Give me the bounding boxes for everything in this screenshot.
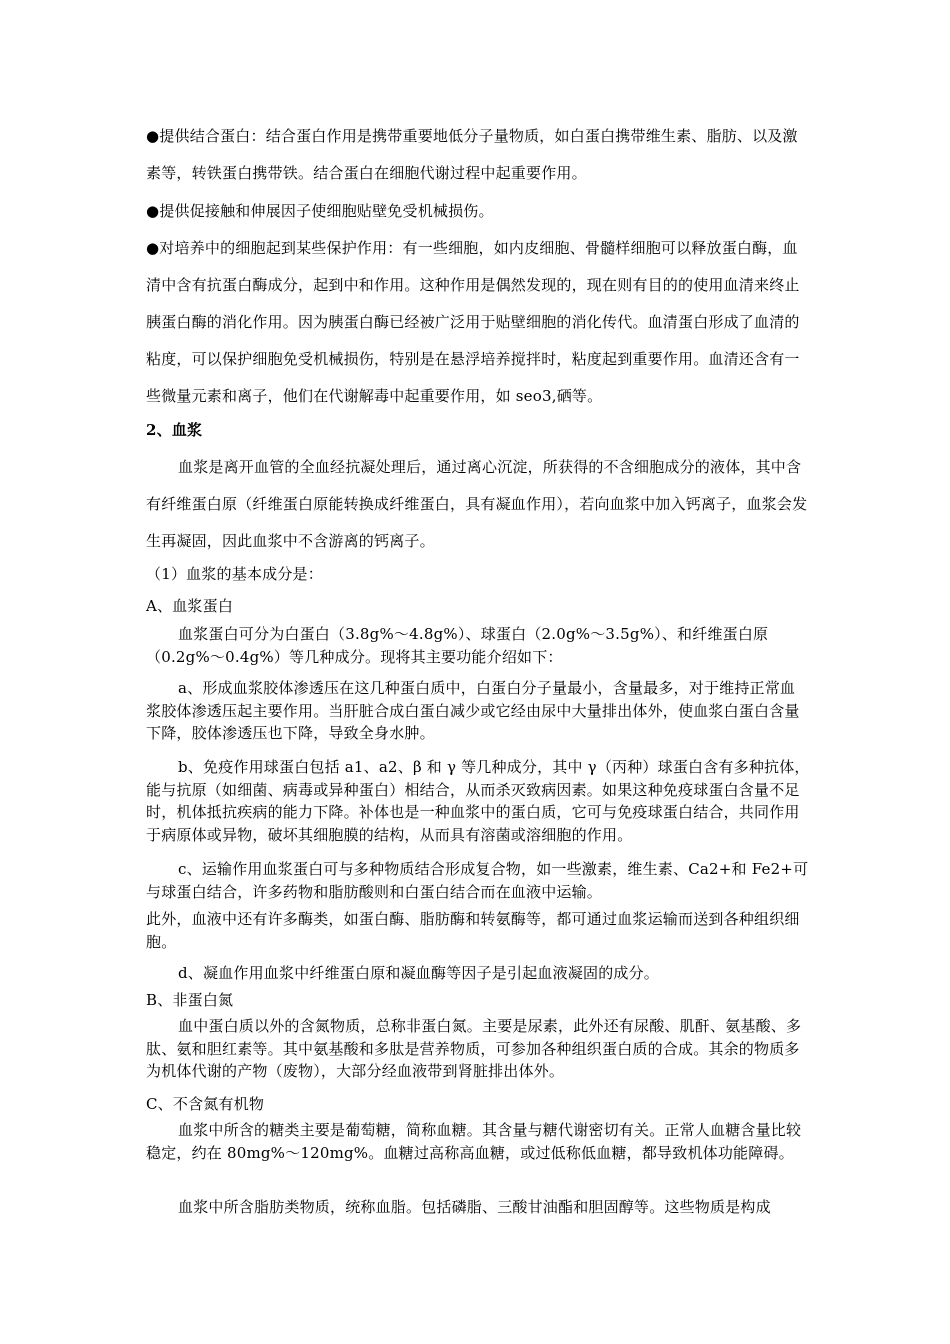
paragraph-binding-protein: ●提供结合蛋白：结合蛋白作用是携带重要地低分子量物质，如白蛋白携带维生素、脂肪、以及激素等，转铁蛋白携带铁。结合蛋白在细胞代谢过程中起重要作用。 — [146, 127, 798, 182]
paragraph-coagulation: d、凝血作用血浆中纤维蛋白原和凝血酶等因子是引起血液凝固的成分。 — [178, 964, 660, 982]
paragraph-plasma-basic-components: （1）血浆的基本成分是： — [146, 565, 323, 583]
paragraph-blood-sugar: 血浆中所含的糖类主要是葡萄糖，简称血糖。其含量与糖代谢密切有关。正常人血糖含量比较稳定，约在 80mg%～120mg%。血糖过高称高血糖，或过低称低血糖，都导致机体功能障碍。 — [146, 1121, 802, 1162]
section-heading-plasma: 2、血浆 — [146, 421, 203, 439]
paragraph-plasma-protein-types: 血浆蛋白可分为白蛋白（3.8g%～4.8g%）、球蛋白（2.0g%～3.5g%）、和纤维蛋白原（0.2g%～0.4g%）等几种成分。现将其主要功能介绍如下： — [146, 625, 769, 666]
subheading-nitrogen-free-organics: C、不含氮有机物 — [146, 1095, 265, 1113]
subheading-plasma-protein: A、血浆蛋白 — [146, 597, 234, 615]
paragraph-immune-function: b、免疫作用球蛋白包括 a1、a2、β 和 γ 等几种成分，其中 γ（丙种）球蛋白含有多种抗体，能与抗原（如细菌、病毒或异种蛋白）相结合，从而杀灭致病因素。如果这种免疫球蛋白含量不足时，机体抵抗疾病的能力下降。补体也是一种血浆中的蛋白质，它可与免疫球蛋白结合，共同作用于病原体或异物，破坏其细胞膜的结构，从而具有溶菌或溶细胞的作用。 — [146, 758, 810, 844]
paragraph-transport-function: c、运输作用血浆蛋白可与多种物质结合形成复合物，如一些激素，维生素、Ca2+和 Fe2+可与球蛋白结合，许多药物和脂肪酸则和白蛋白结合而在血液中运输。 — [146, 860, 809, 901]
paragraph-osmotic-pressure: a、形成血浆胶体渗透压在这几种蛋白质中，白蛋白分子量最小，含量最多，对于维持正常血浆胶体渗透压起主要作用。当肝脏合成白蛋白减少或它经由尿中大量排出体外，使血浆白蛋白含量下降，胶体渗透压也下降，导致全身水肿。 — [146, 679, 800, 742]
subheading-non-protein-nitrogen: B、非蛋白氮 — [146, 991, 234, 1009]
paragraph-enzymes: 此外，血液中还有许多酶类，如蛋白酶、脂肪酶和转氨酶等，都可通过血浆运输而送到各种组织细胞。 — [146, 910, 800, 951]
paragraph-plasma-definition: 血浆是离开血管的全血经抗凝处理后，通过离心沉淀，所获得的不含细胞成分的液体，其中含有纤维蛋白原（纤维蛋白原能转换成纤维蛋白，具有凝血作用），若向血浆中加入钙离子，血浆会发生再凝固，因此血浆中不含游离的钙离子。 — [146, 458, 808, 550]
paragraph-non-protein-nitrogen: 血中蛋白质以外的含氮物质，总称非蛋白氮。主要是尿素，此外还有尿酸、肌酐、氨基酸、多肽、氨和胆红素等。其中氨基酸和多肽是营养物质，可参加各种组织蛋白质的合成。其余的物质多为机体代谢的产物（废物），大部分经血液带到肾脏排出体外。 — [146, 1017, 802, 1080]
paragraph-blood-lipids: 血浆中所含脂肪类物质，统称血脂。包括磷脂、三酸甘油酯和胆固醇等。这些物质是构成 — [178, 1198, 771, 1216]
paragraph-protective-role: ●对培养中的细胞起到某些保护作用：有一些细胞，如内皮细胞、骨髓样细胞可以释放蛋白酶，血清中含有抗蛋白酶成分，起到中和作用。这种作用是偶然发现的，现在则有目的的使用血清来终止胰蛋白酶的消化作用。因为胰蛋白酶已经被广泛用于贴壁细胞的消化传代。血清蛋白形成了血清的粘度，可以保护细胞免受机械损伤，特别是在悬浮培养搅拌时，粘度起到重要作用。血清还含有一些微量元素和离子，他们在代谢解毒中起重要作用，如 seo3,硒等。 — [146, 239, 800, 405]
paragraph-attachment-factors: ●提供促接触和伸展因子使细胞贴壁免受机械损伤。 — [146, 202, 494, 220]
